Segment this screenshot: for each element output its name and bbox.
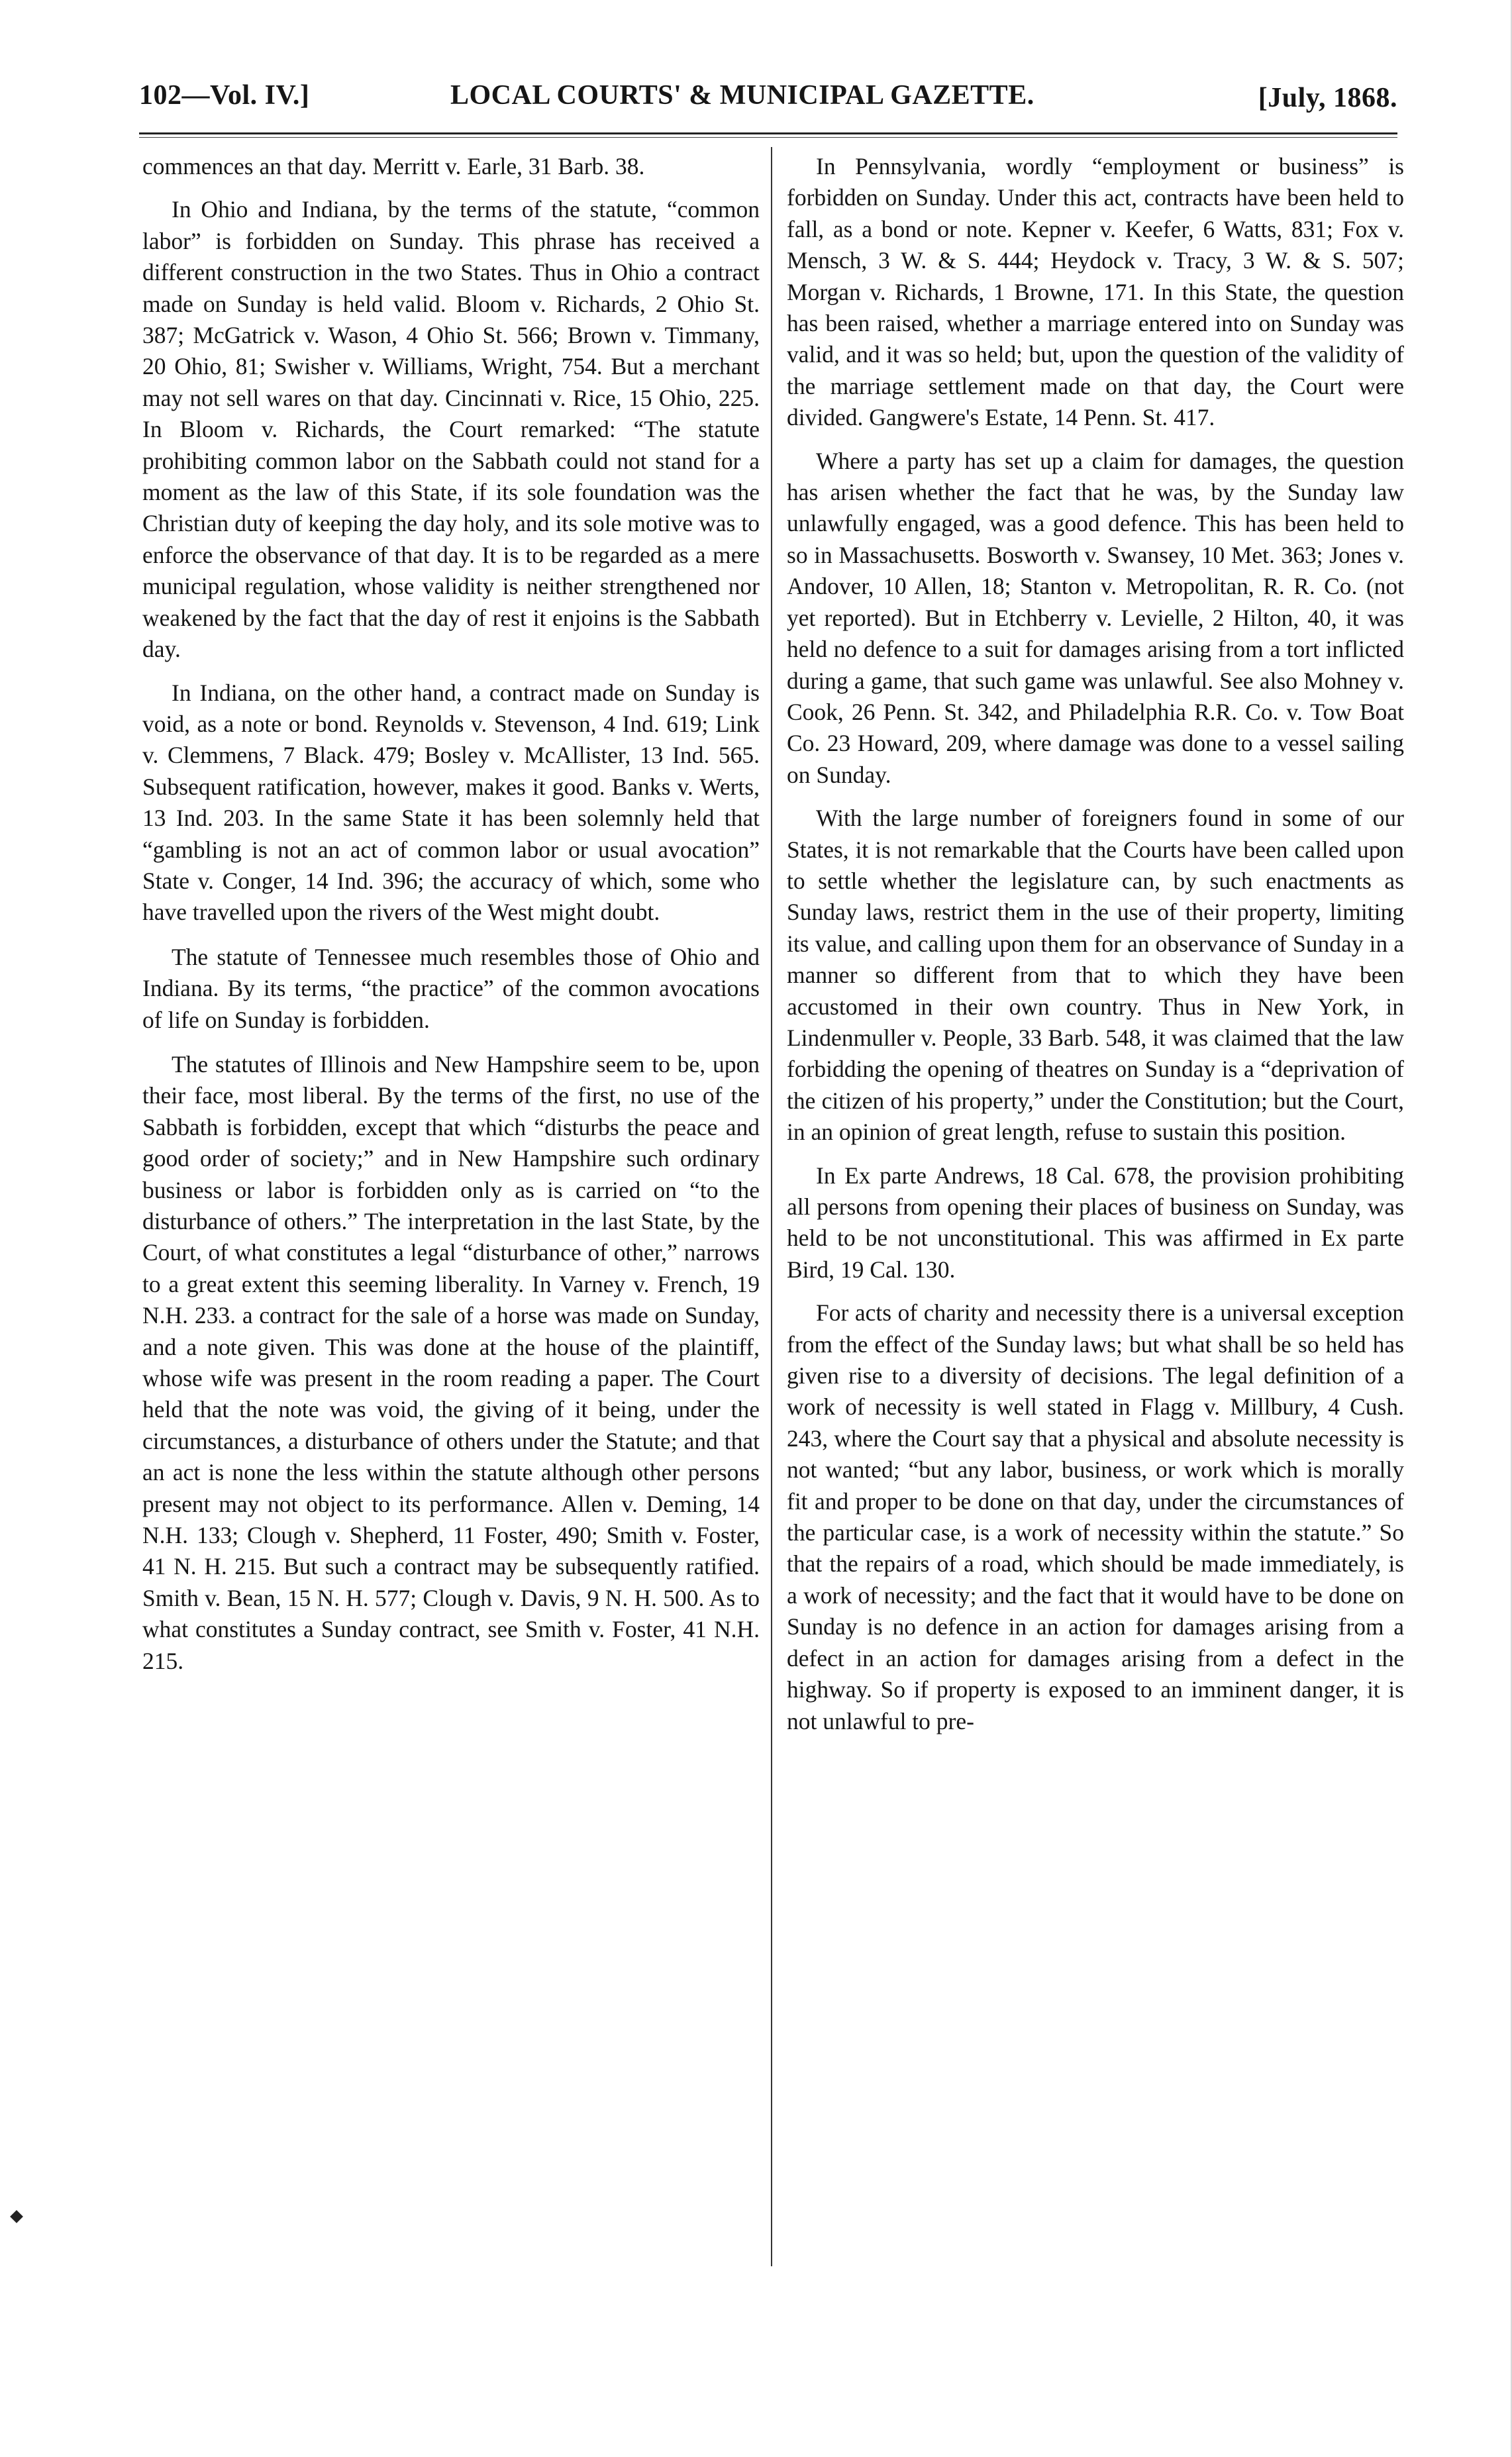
paragraph: In Indiana, on the other hand, a contract made on Sunday is void, as a note or bond. Reynolds v. Stevenson, 4 Ind. 619; Link v. Clemmens, 7 Black. 479; Bosley v. McAllister, 13 Ind. 565. Subsequent ratification, however, makes it good. Banks v. Werts, 13 Ind. 203. In the same State it has been solemnly held that “gambling is not an act of common labor or usual avocation” State v. Conger, 14 Ind. 396; the accuracy of which, some who have travelled upon the rivers of the West might doubt.: [142, 679, 760, 926]
paragraph: In Pennsylvania, wordly “employment or business” is forbidden on Sunday. Under this act, contracts have been held to fall, as a bond or note. Kepner v. Keefer, 6 Watts, 831; Fox v. Mensch, 3 W. & S. 444; Heydock v. Tracy, 3 W. & S. 507; Morgan v. Richards, 1 Browne, 171. In this State, the question has been raised, whether a marriage entered into on Sunday was valid, and it was so held; but, upon the question of the validity of the marriage settlement made on that day, the Court were divided. Gangwere's Estate, 14 Penn. St. 417.: [787, 153, 1404, 431]
column-divider: [771, 147, 772, 2266]
paragraph: In Ohio and Indiana, by the terms of the statute, “common labor” is forbidden on Sunday. This phrase has received a different construction in the two States. Thus in Ohio a contract made on Sunday is held valid. Bloom v. Richards, 2 Ohio St. 387; McGatrick v. Wason, 4 Ohio St. 566; Brown v. Timmany, 20 Ohio, 81; Swisher v. Williams, Wright, 754. But a merchant may not sell wares on that day. Cincinnati v. Rice, 15 Ohio, 225. In Bloom v. Richards, the Court remarked: “The statute prohibiting common labor on the Sabbath could not stand for a moment as the law of this State, if its sole foundation was the Christian duty of keeping the day holy, and its sole motive was to enforce the observance of that day. It is to be regarded as a mere municipal regulation, whose validity is neither strengthened nor weakened by the fact that the day of rest it enjoins is the Sabbath day.: [142, 196, 760, 663]
left-column: [142, 151, 760, 1689]
paragraph: commences an that day. Merritt v. Earle, 31 Barb. 38.: [142, 153, 645, 179]
paragraph: The statutes of Illinois and New Hampshire seem to be, upon their face, most liberal. By the terms of the first, no use of the Sabbath is forbidden, except that which “disturbs the peace and good order of society;” and in New Hampshire such ordinary business or labor is forbidden only as is carried on “to the disturbance of others.” The interpretation in the last State, by the Court, of what constitutes a legal “disturbance of other,” narrows to a great extent this seeming liberality. In Varney v. French, 19 N.H. 233. a contract for the sale of a horse was made on Sunday, and a note given. This was done at the house of the plaintiff, whose wife was present in the room reading a paper. The Court held that the note was void, the giving of it being, under the circumstances, a disturbance of others under the Statute; and that an act is none the less within the statute although other persons present may not object to its performance. Allen v. Deming, 14 N.H. 133; Clough v. Shepherd, 11 Foster, 490; Smith v. Foster, 41 N. H. 215. But such a contract may be subsequently ratified. Smith v. Bean, 15 N. H. 577; Clough v. Davis, 9 N. H. 500. As to what constitutes a Sunday contract, see Smith v. Foster, 41 N.H. 215.: [142, 1050, 760, 1674]
page-header: [139, 74, 1397, 121]
issue-date: [July, 1868.: [1258, 83, 1397, 113]
publication-title: LOCAL COURTS' & MUNICIPAL GAZETTE.: [450, 80, 1034, 111]
header-rule: [139, 132, 1397, 134]
paragraph: For acts of charity and necessity there is a universal exception from the effect of the Sunday laws; but what shall be so held has given rise to a diversity of decisions. The legal definition of a work of necessity is well stated in Flagg v. Millbury, 4 Cush. 243, where the Court say that a physical and absolute necessity is not wanted; “but any labor, business, or work which is morally fit and proper to be done on that day, under the circumstances of the particular case, is a work of necessity within the statute.” So that the repairs of a road, which should be made immediately, is a work of necessity; and the fact that it would have to be done on Sunday is no defence in an action for damages arising from a defect in an action for damages arising from a defect in the highway. So if property is exposed to an imminent danger, it is not unlawful to pre-: [787, 1299, 1404, 1734]
paragraph: With the large number of foreigners found in some of our States, it is not remarkable that the Courts have been called upon to settle whether the legislature can, by such enactments as Sunday laws, restrict them in the use of their property, limiting its value, and calling upon them for an observance of Sunday in a manner so different from that to which they have been accustomed in their own country. Thus in New York, in Lindenmuller v. People, 33 Barb. 548, it was claimed that the law forbidding the opening of theatres on Sunday is a “deprivation of the citizen of his property,” under the Constitution; but the Court, in an opinion of great length, refuse to sustain this position.: [787, 805, 1404, 1146]
page-volume-number: 102—Vol. IV.]: [139, 80, 310, 111]
paragraph: In Ex parte Andrews, 18 Cal. 678, the provision prohibiting all persons from opening their places of business on Sunday, was held to be not unconstitutional. This was affirmed in Ex parte Bird, 19 Cal. 130.: [787, 1162, 1404, 1283]
header-rule-thin: [139, 137, 1397, 138]
margin-mark-icon: [10, 2210, 23, 2223]
paragraph: The statute of Tennessee much resembles those of Ohio and Indiana. By its terms, “the practice” of the common avocations of life on Sunday is forbidden.: [142, 943, 760, 1033]
paragraph: Where a party has set up a claim for damages, the question has arisen whether the fact that he was, by the Sunday law unlawfully engaged, was a good defence. This has been held to so in Massachusetts. Bosworth v. Swansey, 10 Met. 363; Jones v. Andover, 10 Allen, 18; Stanton v. Metropolitan, R. R. Co. (not yet reported). But in Etchberry v. Levielle, 2 Hilton, 40, it was held no defence to a suit for damages arising from a tort inflicted during a game, that such game was unlawful. See also Mohney v. Cook, 26 Penn. St. 342, and Philadelphia R.R. Co. v. Tow Boat Co. 23 Howard, 209, where damage was done to a vessel sailing on Sunday.: [787, 447, 1404, 788]
right-column: [787, 151, 1404, 1749]
